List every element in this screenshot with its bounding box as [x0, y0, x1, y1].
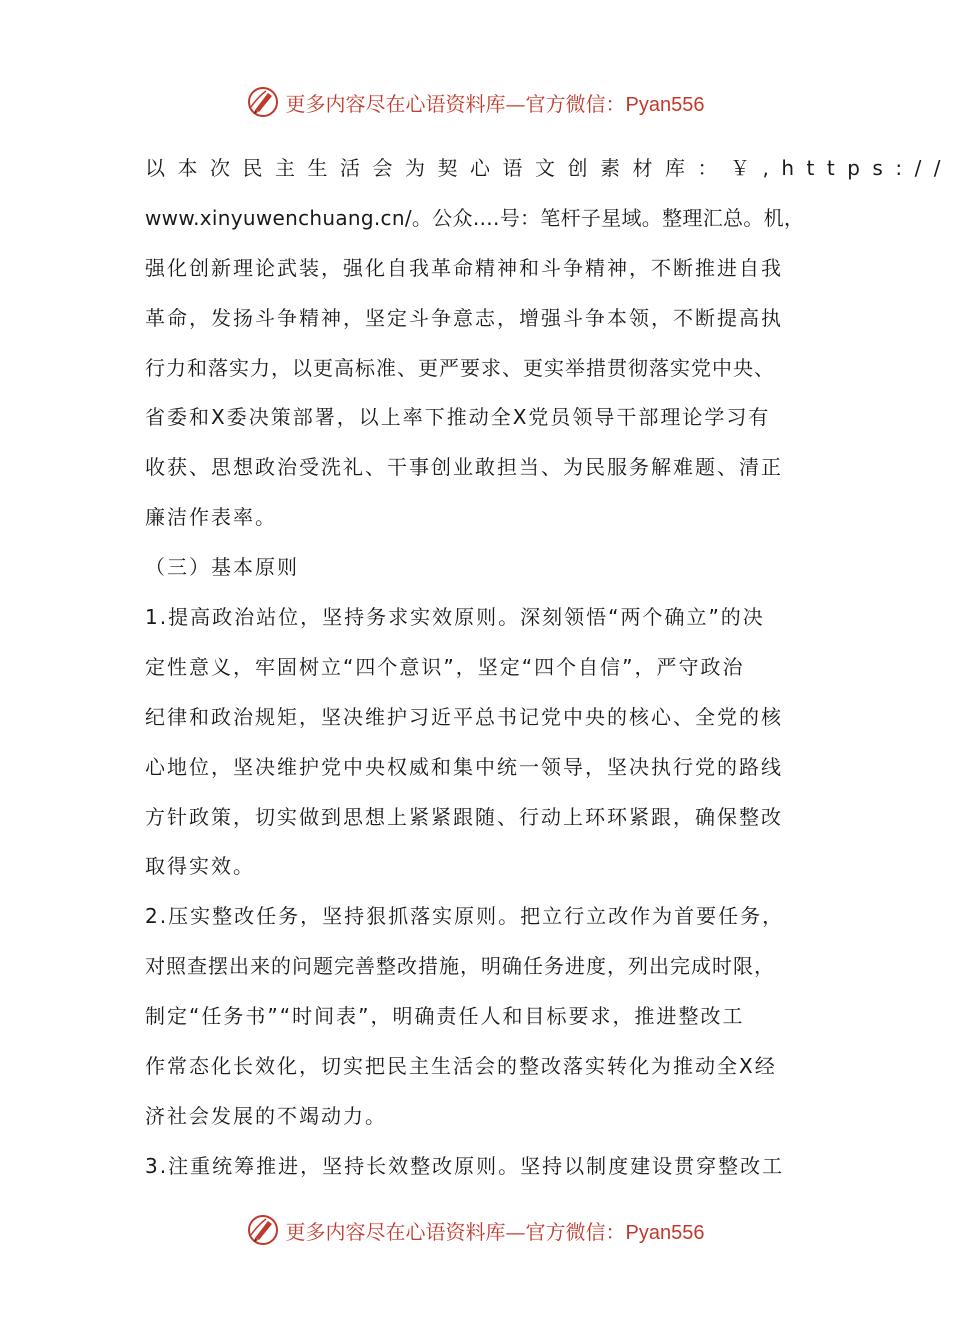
body-line: 制定“任务书”“时间表”，明确责任人和目标要求，推进整改工 [145, 1004, 745, 1029]
body-line: 1.提高政治站位，坚持务求实效原则。深刻领悟“两个确立”的决 [145, 605, 765, 630]
body-line: 2.压实整改任务，坚持狠抓落实原则。把立行立改作为首要任务， [145, 904, 785, 929]
body-line: 济社会发展的不竭动力。 [145, 1103, 387, 1128]
pen-logo-icon [246, 1213, 280, 1247]
footer-banner-text: 更多内容尽在心语资料库—官方微信：Pyan556 [285, 1219, 705, 1244]
document-body [145, 144, 953, 1192]
footer-banner [0, 1210, 950, 1250]
body-line: www.xinyuwenchuang.cn/。公众….号：笔杆子星域。整理汇总。机， [145, 205, 805, 230]
section-heading: （三）基本原则 [145, 555, 299, 580]
body-line: 强化创新理论武装，强化自我革命精神和斗争精神，不断推进自我 [145, 255, 783, 280]
body-line: 纪律和政治规矩，坚决维护习近平总书记党中央的核心、全党的核 [145, 704, 783, 729]
body-line: 革命，发扬斗争精神，坚定斗争意志，增强斗争本领，不断提高执 [145, 305, 783, 330]
body-line: 定性意义，牢固树立“四个意识”，坚定“四个自信”，严守政治 [145, 654, 745, 679]
header-banner-text: 更多内容尽在心语资料库—官方微信：Pyan556 [285, 91, 705, 116]
header-banner [0, 82, 950, 122]
body-line: 收获、思想政治受洗礼、干事创业敢担当、为民服务解难题、清正 [145, 455, 783, 480]
body-line: 心地位，坚决维护党中央权威和集中统一领导，坚决执行党的路线 [145, 754, 783, 779]
body-line: 方针政策，切实做到思想上紧紧跟随、行动上环环紧跟，确保整改 [145, 804, 783, 829]
body-line: 3.注重统筹推进，坚持长效整改原则。坚持以制度建设贯穿整改工 [145, 1153, 785, 1178]
body-line: 廉洁作表率。 [145, 505, 277, 530]
body-line: 作常态化长效化，切实把民主生活会的整改落实转化为推动全X经 [145, 1054, 777, 1079]
body-line: 行力和落实力，以更高标准、更严要求、更实举措贯彻落实党中央、 [145, 355, 775, 380]
pen-logo-icon [246, 85, 280, 119]
body-line: 省委和X委决策部署，以上率下推动全X党员领导干部理论学习有 [145, 405, 771, 430]
body-line: 对照查摆出来的问题完善整改措施，明确任务进度，列出完成时限， [145, 954, 775, 979]
body-line: 取得实效。 [145, 854, 255, 879]
body-line: 以本次民主生活会为契心语文创素材库：￥,https:// [145, 156, 953, 180]
